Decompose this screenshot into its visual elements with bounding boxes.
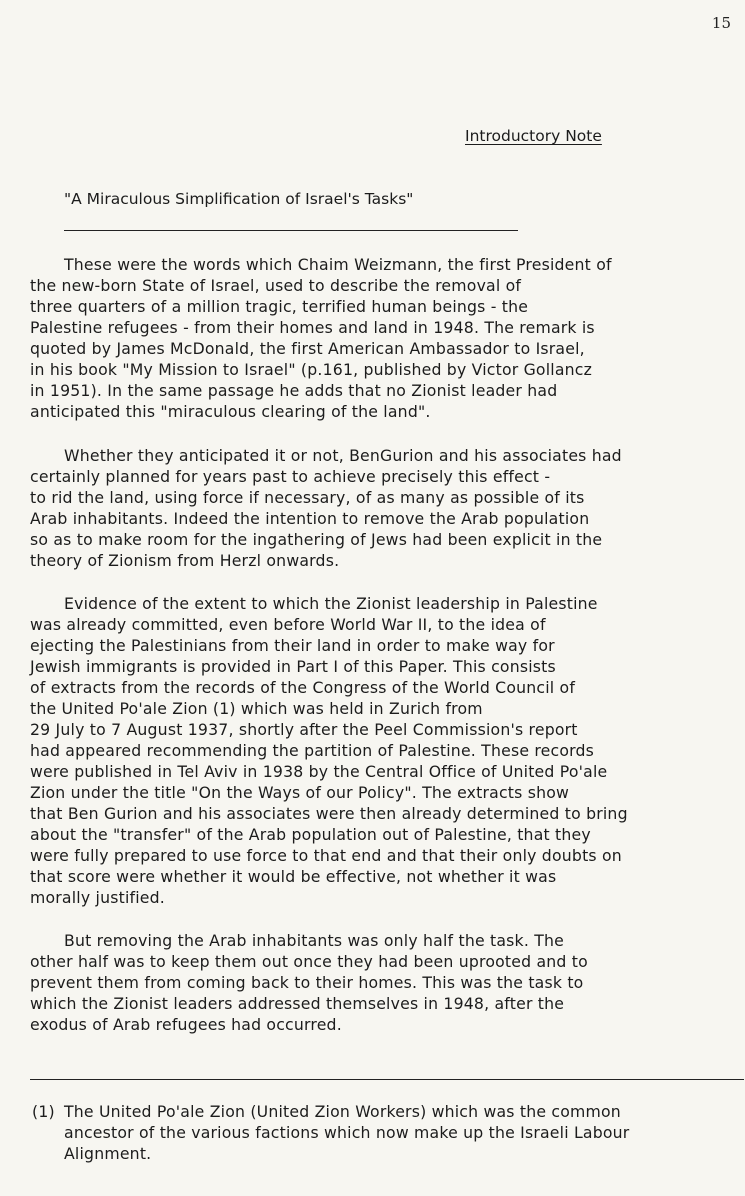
text-line: the United Po'ale Zion (1) which was held in Zurich from	[30, 699, 483, 718]
text-line: The United Po'ale Zion (United Zion Workers) which was the common	[64, 1102, 621, 1121]
text-line: theory of Zionism from Herzl onwards.	[30, 551, 340, 570]
text-line: had appeared recommending the partition of Palestine. These records	[30, 741, 595, 760]
paragraph-2	[30, 445, 718, 571]
text-line: Arab inhabitants. Indeed the intention to remove the Arab population	[30, 509, 590, 528]
text-line: Whether they anticipated it or not, BenGurion and his associates had	[64, 446, 622, 465]
subtitle: "A Miraculous Simplification of Israel's Tasks"	[64, 190, 414, 208]
text-line: in his book "My Mission to Israel" (p.161, published by Victor Gollancz	[30, 360, 593, 379]
text-line: were fully prepared to use force to that end and that their only doubts on	[30, 846, 622, 865]
subtitle-underline	[64, 230, 518, 231]
text-line: These were the words which Chaim Weizmann, the first President of	[64, 255, 612, 274]
text-line: ancestor of the various factions which now make up the Israeli Labour	[64, 1123, 630, 1142]
text-line: other half was to keep them out once they had been uprooted and to	[30, 952, 588, 971]
text-line: about the "transfer" of the Arab population out of Palestine, that they	[30, 825, 591, 844]
paragraph-3	[30, 593, 718, 908]
footnote-divider	[30, 1079, 744, 1080]
text-line: the new-born State of Israel, used to describe the removal of	[30, 276, 522, 295]
page-number: 15	[711, 14, 731, 32]
text-line: ejecting the Palestinians from their land in order to make way for	[30, 636, 555, 655]
text-line: exodus of Arab refugees had occurred.	[30, 1015, 342, 1034]
text-line: Zion under the title "On the Ways of our Policy". The extracts show	[30, 783, 570, 802]
text-line: morally justified.	[30, 888, 165, 907]
section-heading: Introductory Note	[465, 127, 602, 145]
text-line: Evidence of the extent to which the Zionist leadership in Palestine	[64, 594, 598, 613]
text-line: to rid the land, using force if necessary, of as many as possible of its	[30, 488, 585, 507]
text-line: that score were whether it would be effective, not whether it was	[30, 867, 557, 886]
text-line: Palestine refugees - from their homes and land in 1948. The remark is	[30, 318, 595, 337]
footnote-marker: (1)	[32, 1102, 55, 1121]
text-line: that Ben Gurion and his associates were then already determined to bring	[30, 804, 628, 823]
footnote-text	[64, 1101, 730, 1164]
text-line: certainly planned for years past to achieve precisely this effect -	[30, 467, 551, 486]
text-line: which the Zionist leaders addressed themselves in 1948, after the	[30, 994, 565, 1013]
text-line: was already committed, even before World War II, to the idea of	[30, 615, 546, 634]
text-line: in 1951). In the same passage he adds that no Zionist leader had	[30, 381, 558, 400]
text-line: so as to make room for the ingathering of Jews had been explicit in the	[30, 530, 603, 549]
text-line: quoted by James McDonald, the first American Ambassador to Israel,	[30, 339, 585, 358]
text-line: anticipated this "miraculous clearing of the land".	[30, 402, 431, 421]
text-line: of extracts from the records of the Congress of the World Council of	[30, 678, 576, 697]
footnote	[30, 1101, 730, 1164]
text-line: But removing the Arab inhabitants was only half the task. The	[64, 931, 564, 950]
paragraph-1	[30, 254, 718, 422]
text-line: prevent them from coming back to their homes. This was the task to	[30, 973, 584, 992]
text-line: were published in Tel Aviv in 1938 by the Central Office of United Po'ale	[30, 762, 608, 781]
text-line: 29 July to 7 August 1937, shortly after the Peel Commission's report	[30, 720, 578, 739]
text-line: Jewish immigrants is provided in Part I of this Paper. This consists	[30, 657, 556, 676]
paragraph-4	[30, 930, 718, 1035]
text-line: Alignment.	[64, 1144, 152, 1163]
text-line: three quarters of a million tragic, terrified human beings - the	[30, 297, 529, 316]
